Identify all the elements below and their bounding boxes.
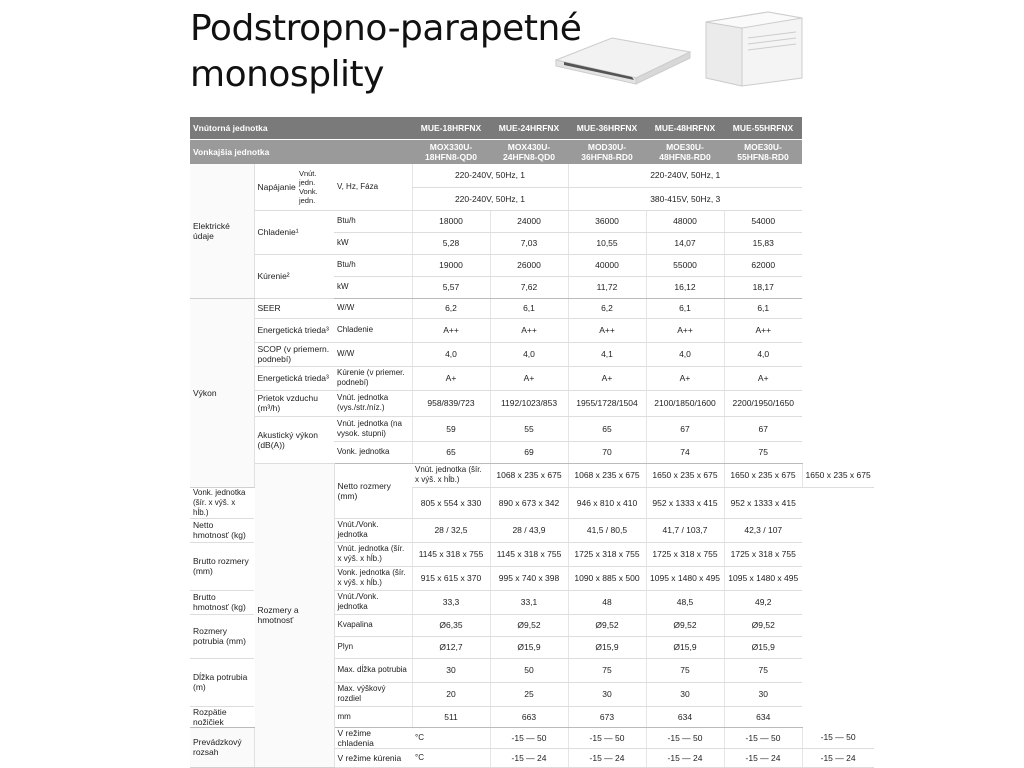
cell: 946 x 810 x 410	[568, 487, 646, 518]
outdoor-model: MOX430U- 24HFN8-QD0	[490, 140, 568, 165]
row-unit: Vnút./Vonk. jednotka	[334, 518, 412, 542]
cell: 5,28	[412, 232, 490, 254]
table-row	[190, 416, 874, 441]
row-label: SEER	[254, 298, 334, 318]
row-unit: °C	[412, 748, 490, 767]
row-unit: Max. dĺžka potrubia	[334, 658, 412, 682]
cell: 673	[568, 706, 646, 727]
cell: Ø9,52	[646, 614, 724, 636]
cell: 67	[724, 416, 802, 441]
cell: Ø9,52	[724, 614, 802, 636]
outdoor-model: MOX330U- 18HFN8-QD0	[412, 140, 490, 165]
table-row	[190, 210, 874, 232]
cell: 6,2	[568, 298, 646, 318]
row-label: Prietok vzduchu (m³/h)	[254, 390, 334, 416]
cell: 1955/1728/1504	[568, 390, 646, 416]
cell: A++	[490, 318, 568, 342]
cell: 59	[412, 416, 490, 441]
cell: 18000	[412, 210, 490, 232]
cell: -15 — 24	[802, 748, 874, 767]
cell: 69	[490, 441, 568, 463]
cell: 7,62	[490, 276, 568, 298]
table-row	[190, 318, 874, 342]
row-unit: Btu/h	[334, 254, 412, 276]
cell: 634	[724, 706, 802, 727]
power-outdoor-value: 380-415V, 50Hz, 3	[568, 187, 802, 210]
cell: 36000	[568, 210, 646, 232]
row-unit: Vonk. jednotka (šír. x výš. x hĺb.)	[334, 566, 412, 590]
row-label: Brutto rozmery (mm)	[190, 542, 254, 590]
cell: A+	[568, 366, 646, 390]
cell: 75	[724, 441, 802, 463]
cell: A+	[412, 366, 490, 390]
ceiling-unit-image	[552, 22, 694, 86]
cell: 6,1	[646, 298, 724, 318]
cell: -15 — 50	[490, 727, 568, 748]
cell: -15 — 50	[724, 727, 802, 748]
indoor-model: MUE-55HRFNX	[724, 117, 802, 140]
cell: 19000	[412, 254, 490, 276]
cell: 952 x 1333 x 415	[646, 487, 724, 518]
group-performance: Výkon	[190, 298, 254, 487]
power-indoor-value: 220-240V, 50Hz, 1	[412, 164, 568, 187]
row-unit: mm	[334, 706, 412, 727]
cell: 2100/1850/1600	[646, 390, 724, 416]
cell: 1090 x 885 x 500	[568, 566, 646, 590]
group-dimensions: Rozmery a hmotnosť	[254, 463, 334, 767]
cell: Ø9,52	[568, 614, 646, 636]
cell: 40000	[568, 254, 646, 276]
row-label: SCOP (v priemern. podnebí)	[254, 342, 334, 366]
title-line-2: monosplity	[190, 54, 384, 95]
cell: 1145 x 318 x 755	[490, 542, 568, 566]
cell: 4,1	[568, 342, 646, 366]
cell: 65	[568, 416, 646, 441]
cell: 6,1	[490, 298, 568, 318]
cell: 48,5	[646, 590, 724, 614]
cell: 54000	[724, 210, 802, 232]
cell: 30	[646, 682, 724, 706]
cell: 30	[568, 682, 646, 706]
cell: 30	[724, 682, 802, 706]
cell: A+	[724, 366, 802, 390]
cell: 952 x 1333 x 415	[724, 487, 802, 518]
cell: 48	[568, 590, 646, 614]
cell: -15 — 50	[568, 727, 646, 748]
row-unit: Vnút./Vonk. jednotka	[334, 590, 412, 614]
cell: 10,55	[568, 232, 646, 254]
cell: 4,0	[412, 342, 490, 366]
cell: 4,0	[490, 342, 568, 366]
cell: Ø12,7	[412, 636, 490, 658]
cell: A++	[412, 318, 490, 342]
indoor-model: MUE-18HRFNX	[412, 117, 490, 140]
cell: 1145 x 318 x 755	[412, 542, 490, 566]
cell: 50	[490, 658, 568, 682]
row-label: Brutto hmotnosť (kg)	[190, 590, 254, 614]
cell: 511	[412, 706, 490, 727]
indoor-label: Vnútorná jednotka	[190, 117, 412, 140]
row-unit: Plyn	[334, 636, 412, 658]
indoor-model: MUE-36HRFNX	[568, 117, 646, 140]
row-label: Energetická trieda³	[254, 318, 334, 342]
cell: 1650 x 235 x 675	[646, 463, 724, 487]
row-label: Rozpätie nožičiek	[190, 706, 254, 727]
cell: 24000	[490, 210, 568, 232]
cell: 1725 x 318 x 755	[568, 542, 646, 566]
row-unit: kW	[334, 232, 412, 254]
row-unit: kW	[334, 276, 412, 298]
cell: 805 x 554 x 330	[412, 487, 490, 518]
row-label: Kúrenie²	[254, 254, 334, 298]
cell: 890 x 673 x 342	[490, 487, 568, 518]
table-row	[190, 298, 874, 318]
outdoor-header-row	[190, 140, 874, 165]
cell: 15,83	[724, 232, 802, 254]
cell: 1192/1023/853	[490, 390, 568, 416]
cell: 14,07	[646, 232, 724, 254]
cell: 75	[646, 658, 724, 682]
row-unit: Vonk. jednotka (šír. x výš. x hĺb.)	[190, 487, 254, 518]
cell: 42,3 / 107	[724, 518, 802, 542]
cell: 33,1	[490, 590, 568, 614]
cell: 4,0	[646, 342, 724, 366]
cell: -15 — 24	[490, 748, 568, 767]
cell: A+	[490, 366, 568, 390]
cell: 48000	[646, 210, 724, 232]
power-indoor-value: 220-240V, 50Hz, 1	[568, 164, 802, 187]
table-row	[190, 254, 874, 276]
cell: 55	[490, 416, 568, 441]
cell: Ø15,9	[646, 636, 724, 658]
power-label: Napájanie	[257, 181, 296, 192]
cell: 28 / 43,9	[490, 518, 568, 542]
cell: 26000	[490, 254, 568, 276]
cell: 67	[646, 416, 724, 441]
cell: 70	[568, 441, 646, 463]
group-electric: Elektrické údaje	[190, 164, 254, 298]
row-label: Akustický výkon (dB(A))	[254, 416, 334, 463]
cell: 33,3	[412, 590, 490, 614]
cell: 995 x 740 x 398	[490, 566, 568, 590]
outdoor-model: MOD30U- 36HFN8-RD0	[568, 140, 646, 165]
cell: 55000	[646, 254, 724, 276]
table-row	[190, 463, 874, 487]
row-unit: Kvapalina	[334, 614, 412, 636]
cell: 5,57	[412, 276, 490, 298]
cell: 41,5 / 80,5	[568, 518, 646, 542]
cell: 62000	[724, 254, 802, 276]
indoor-model: MUE-48HRFNX	[646, 117, 724, 140]
row-label: V režime chladenia	[334, 727, 412, 748]
cell: 958/839/723	[412, 390, 490, 416]
cell: 7,03	[490, 232, 568, 254]
cell: 663	[490, 706, 568, 727]
cell: 65	[412, 441, 490, 463]
cell: 18,17	[724, 276, 802, 298]
cell: A++	[724, 318, 802, 342]
cell: -15 — 50	[802, 727, 874, 748]
title-line-1: Podstropno-parapetné	[190, 8, 582, 49]
cell: 30	[412, 658, 490, 682]
cell: 1068 x 235 x 675	[490, 463, 568, 487]
row-label: V režime kúrenia	[334, 748, 412, 767]
cell: A++	[646, 318, 724, 342]
power-sub-outdoor: Vonk. jedn.	[298, 186, 318, 205]
cell: 915 x 615 x 370	[412, 566, 490, 590]
cell: 6,2	[412, 298, 490, 318]
row-unit: Chladenie	[334, 318, 412, 342]
row-unit: Vnút. jednotka (na vysok. stupni)	[334, 416, 412, 441]
page-title	[190, 6, 581, 98]
cell: 1725 x 318 x 755	[646, 542, 724, 566]
cell: A+	[646, 366, 724, 390]
cell: -15 — 24	[646, 748, 724, 767]
row-unit: Vnút. jednotka (šír. x výš. x hĺb.)	[412, 463, 490, 487]
row-unit: Vnút. jednotka (šír. x výš. x hĺb.)	[334, 542, 412, 566]
power-outdoor-value: 220-240V, 50Hz, 1	[412, 187, 568, 210]
cell: 1650 x 235 x 675	[802, 463, 874, 487]
row-unit: Max. výškový rozdiel	[334, 682, 412, 706]
cell: 1725 x 318 x 755	[724, 542, 802, 566]
cell: 634	[646, 706, 724, 727]
power-sub-indoor: Vnút. jedn.	[298, 168, 317, 187]
indoor-header-row	[190, 117, 874, 140]
cell: 74	[646, 441, 724, 463]
row-unit: Btu/h	[334, 210, 412, 232]
cell: 49,2	[724, 590, 802, 614]
row-unit: W/W	[334, 298, 412, 318]
row-label: Chladenie¹	[254, 210, 334, 254]
cell: A++	[568, 318, 646, 342]
cell: -15 — 50	[646, 727, 724, 748]
cell: 20	[412, 682, 490, 706]
group-operating: Prevádzkový rozsah	[190, 727, 254, 767]
table-row	[190, 164, 874, 187]
power-unit: V, Hz, Fáza	[334, 164, 412, 210]
table-row	[190, 390, 874, 416]
cell: 1095 x 1480 x 495	[646, 566, 724, 590]
cell: 1068 x 235 x 675	[568, 463, 646, 487]
outdoor-label: Vonkajšia jednotka	[190, 140, 412, 165]
row-label	[254, 164, 334, 210]
cell: 1650 x 235 x 675	[724, 463, 802, 487]
cell: 25	[490, 682, 568, 706]
cell: 41,7 / 103,7	[646, 518, 724, 542]
cell: Ø9,52	[490, 614, 568, 636]
spec-table	[190, 117, 874, 768]
row-unit: Vnút. jednotka (vys./str./níz.)	[334, 390, 412, 416]
cell: 4,0	[724, 342, 802, 366]
floor-unit-image	[698, 8, 806, 88]
table-row	[190, 342, 874, 366]
cell: 6,1	[724, 298, 802, 318]
row-label: Energetická trieda³	[254, 366, 334, 390]
row-unit: Vonk. jednotka	[334, 441, 412, 463]
row-label: Rozmery potrubia (mm)	[190, 614, 254, 658]
cell: 11,72	[568, 276, 646, 298]
row-label: Dĺžka potrubia (m)	[190, 658, 254, 706]
row-unit: °C	[412, 727, 490, 748]
row-label: Netto rozmery (mm)	[334, 463, 412, 518]
cell: 1095 x 1480 x 495	[724, 566, 802, 590]
cell: 75	[724, 658, 802, 682]
cell: 16,12	[646, 276, 724, 298]
row-label: Netto hmotnosť (kg)	[190, 518, 254, 542]
cell: Ø6,35	[412, 614, 490, 636]
cell: Ø15,9	[568, 636, 646, 658]
outdoor-model: MOE30U- 55HFN8-RD0	[724, 140, 802, 165]
table-row	[190, 366, 874, 390]
cell: 28 / 32,5	[412, 518, 490, 542]
cell: -15 — 24	[724, 748, 802, 767]
cell: Ø15,9	[490, 636, 568, 658]
outdoor-model: MOE30U- 48HFN8-RD0	[646, 140, 724, 165]
cell: 2200/1950/1650	[724, 390, 802, 416]
row-unit: W/W	[334, 342, 412, 366]
cell: 75	[568, 658, 646, 682]
cell: -15 — 24	[568, 748, 646, 767]
row-unit: Kúrenie (v priemer. podnebí)	[334, 366, 412, 390]
cell: Ø15,9	[724, 636, 802, 658]
indoor-model: MUE-24HRFNX	[490, 117, 568, 140]
